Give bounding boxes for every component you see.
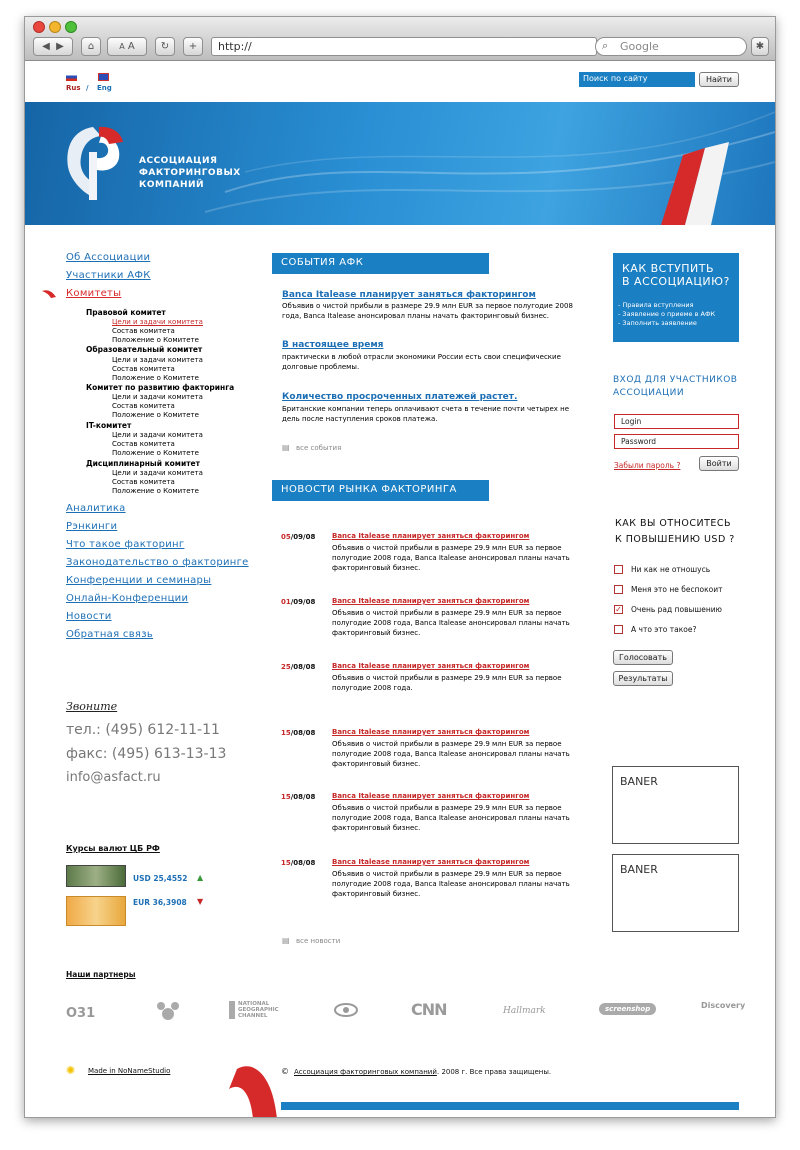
news-month: /09/08 xyxy=(290,598,316,606)
footer-copyright-text: . 2008 г. Все права защищены. xyxy=(437,1068,552,1076)
afk-logo-icon xyxy=(63,122,123,202)
contact-email[interactable]: info@asfact.ru xyxy=(66,770,161,785)
browser-window xyxy=(24,16,776,1118)
made-in-link[interactable]: Made in NoNameStudio xyxy=(88,1067,171,1075)
event-title[interactable]: Количество просроченных платежей растет. xyxy=(282,392,518,402)
currency-title: Курсы валют ЦБ РФ xyxy=(66,844,160,853)
copyright-icon: © xyxy=(281,1067,289,1076)
nav-rankings[interactable]: Рэнкинги xyxy=(66,521,118,532)
eur-banknote-icon xyxy=(66,896,126,926)
poll-option-checkbox[interactable] xyxy=(614,565,623,574)
news-day: 01 xyxy=(281,598,291,606)
footer-blue-bar xyxy=(281,1102,739,1110)
banner-waves-decoration xyxy=(25,102,775,225)
news-title[interactable]: Banca Italease планирует заняться факторингом xyxy=(332,597,530,605)
nav-about[interactable]: Об Ассоциации xyxy=(66,252,151,263)
poll-question xyxy=(615,516,735,548)
org-name-line2: ФАКТОРИНГОВЫХ xyxy=(139,168,241,178)
partner-logo-screenshop[interactable]: screenshop xyxy=(599,1003,656,1015)
committee-discipline-goals[interactable]: Цели и задачи комитета xyxy=(112,469,203,477)
partners-title: Наши партнеры xyxy=(66,970,136,979)
join-title-line1: КАК ВСТУПИТЬ xyxy=(622,262,715,275)
flag-uk-icon[interactable] xyxy=(98,73,109,81)
poll-option-label: А что это такое? xyxy=(631,625,697,634)
news-month: /08/08 xyxy=(290,729,316,737)
flag-ru-icon[interactable] xyxy=(66,73,77,81)
bug-icon: ✱ xyxy=(755,41,765,52)
committee-education[interactable]: Образовательный комитет xyxy=(86,345,203,354)
news-month: /08/08 xyxy=(290,859,316,867)
committee-discipline-regulation[interactable]: Положение о Комитете xyxy=(112,487,199,495)
usd-rate: USD 25,4552 xyxy=(133,874,188,883)
forward-icon[interactable]: ▶ xyxy=(56,41,64,52)
home-button[interactable] xyxy=(81,37,101,56)
nav-feedback[interactable]: Обратная связь xyxy=(66,629,154,640)
list-icon: ▤ xyxy=(282,936,290,945)
news-day: 15 xyxy=(281,793,291,801)
poll-option-label: Меня это не беспокоит xyxy=(631,585,723,594)
nav-analytics[interactable]: Аналитика xyxy=(66,503,126,514)
nav-committees[interactable]: Комитеты xyxy=(66,288,122,299)
address-bar[interactable]: http:// xyxy=(211,37,597,56)
login-title-line2: АССОЦИАЦИИ xyxy=(613,388,685,398)
list-icon: ▤ xyxy=(282,443,290,452)
news-month: /08/08 xyxy=(290,793,316,801)
reload-icon: ↻ xyxy=(160,41,170,52)
join-application-link[interactable]: - Заявление о приеме в АФК xyxy=(618,310,716,318)
news-date xyxy=(281,663,315,671)
close-window-button[interactable] xyxy=(33,21,45,33)
login-title-line1: ВХОД ДЛЯ УЧАСТНИКОВ xyxy=(613,375,738,385)
back-forward-button[interactable] xyxy=(33,37,73,56)
vote-button[interactable]: Голосовать xyxy=(613,650,673,665)
news-day: 25 xyxy=(281,663,291,671)
poll-option-checkbox-checked[interactable]: ✓ xyxy=(615,605,622,614)
news-day: 15 xyxy=(281,729,291,737)
news-text: Объявив о чистой прибыли в размере 29.9 млн EUR за первое полугодие 2008 года. xyxy=(332,674,562,692)
event-title[interactable]: В настоящее время xyxy=(282,340,384,350)
home-icon: ⌂ xyxy=(87,41,95,52)
partner-logo-eye-icon[interactable] xyxy=(334,1002,358,1018)
join-title-line2: В АССОЦИАЦИЮ? xyxy=(622,275,730,288)
news-heading: НОВОСТИ РЫНКА ФАКТОРИНГА xyxy=(272,480,489,501)
join-box xyxy=(613,253,739,342)
lightbulb-icon: ✺ xyxy=(66,1064,76,1077)
poll-option-checkbox[interactable] xyxy=(614,625,623,634)
committee-discipline[interactable]: Дисциплинарный комитет xyxy=(86,459,200,468)
login-input[interactable]: Login xyxy=(614,414,739,429)
news-title[interactable]: Banca Italease планирует заняться факторингом xyxy=(332,532,530,540)
committee-it-goals[interactable]: Цели и задачи комитета xyxy=(112,431,203,439)
trend-down-icon: ▼ xyxy=(197,897,204,906)
join-links xyxy=(618,301,715,328)
news-title[interactable]: Banca Italease планирует заняться факторингом xyxy=(332,728,530,736)
poll-option-label: Очень рад повышению xyxy=(631,605,722,614)
nav-what-is-factoring[interactable]: Что такое факторинг xyxy=(66,539,185,550)
browser-search-field[interactable] xyxy=(595,37,747,56)
minimize-window-button[interactable] xyxy=(49,21,61,33)
committee-it[interactable]: IT-комитет xyxy=(86,421,132,430)
committee-it-regulation[interactable]: Положение о Комитете xyxy=(112,449,199,457)
partner-logo-o31[interactable]: O31 xyxy=(66,1006,96,1021)
banner-placeholder[interactable]: BANER xyxy=(612,766,739,844)
committee-legal[interactable]: Правовой комитет xyxy=(86,308,166,317)
join-fill-form-link[interactable]: - Заполнить заявление xyxy=(618,319,697,327)
events-heading: СОБЫТИЯ АФК xyxy=(272,253,489,274)
news-date xyxy=(281,859,315,867)
search-icon: ⌕ xyxy=(602,39,609,52)
text-larger-label[interactable]: A xyxy=(127,41,135,52)
event-text: Британские компании теперь оплачивают счета в течение почти четырех не дель после наступления сроков платежа. xyxy=(282,405,570,423)
committee-it-members[interactable]: Состав комитета xyxy=(112,440,175,448)
news-date xyxy=(281,793,315,801)
event-text: Объявив о чистой прибыли в размере 29.9 млн EUR за первое полугодие 2008 года, Banca Italease анонсировал планы начать факторинговый бизнес. xyxy=(282,302,573,320)
partner-logo-natgeo[interactable]: NATIONAL GEOGRAPHIC CHANNEL xyxy=(229,1001,277,1019)
browser-search-placeholder: Google xyxy=(620,40,659,53)
partner-logo-discovery[interactable]: Discovery xyxy=(701,1001,746,1010)
lang-separator: / xyxy=(86,84,89,92)
lang-ru-link[interactable]: Rus xyxy=(66,84,81,92)
banner-placeholder[interactable]: BANER xyxy=(612,854,739,932)
news-title[interactable]: Banca Italease планирует заняться факторингом xyxy=(332,662,530,670)
org-name-line3: КОМПАНИЙ xyxy=(139,180,205,190)
news-month: /08/08 xyxy=(290,663,316,671)
password-input[interactable]: Password xyxy=(614,434,739,449)
text-smaller-label[interactable]: A xyxy=(119,42,125,51)
eur-rate: EUR 36,3908 xyxy=(133,898,187,907)
partner-logo-mickey-icon[interactable] xyxy=(155,1001,181,1021)
bug-report-button[interactable] xyxy=(751,37,769,56)
browser-toolbar xyxy=(25,17,775,61)
nav-conferences[interactable]: Конференции и семинары xyxy=(66,575,212,586)
site-search-button[interactable]: Найти xyxy=(699,72,739,87)
news-date xyxy=(281,533,315,541)
nav-legislation[interactable]: Законодательство о факторинге xyxy=(66,557,249,568)
add-bookmark-button[interactable] xyxy=(183,37,203,56)
poll-question-line1: КАК ВЫ ОТНОСИТЕСЬ xyxy=(615,518,732,529)
login-title xyxy=(613,374,737,400)
zoom-window-button[interactable] xyxy=(65,21,77,33)
committee-education-regulation[interactable]: Положение о Комитете xyxy=(112,374,199,382)
committee-legal-regulation[interactable]: Положение о Комитете xyxy=(112,336,199,344)
org-name xyxy=(139,155,241,191)
news-text: Объявив о чистой прибыли в размере 29.9 млн EUR за первое полугодие 2008 года, Banca Italease анонсировал планы начать факторинговый бизнес. xyxy=(332,609,570,637)
committee-development-goals[interactable]: Цели и задачи комитета xyxy=(112,393,203,401)
reload-button[interactable] xyxy=(155,37,175,56)
news-text: Объявив о чистой прибыли в размере 29.9 млн EUR за первое полугодие 2008 года, Banca Italease анонсировал планы начать факторинговый бизнес. xyxy=(332,544,570,572)
news-text: Объявив о чистой прибыли в размере 29.9 млн EUR за первое полугодие 2008 года, Banca Italease анонсировал планы начать факторинговый бизнес. xyxy=(332,870,570,898)
event-text: практически в любой отрасли экономики России есть свои специфические долговые проблемы. xyxy=(282,353,561,371)
all-news-link[interactable]: все новости xyxy=(296,937,341,945)
nav-online-conferences[interactable]: Онлайн-Конференции xyxy=(66,593,189,604)
event-title[interactable]: Banca Italease планирует заняться факторингом xyxy=(282,290,536,300)
org-name-line1: АССОЦИАЦИЯ xyxy=(139,156,218,166)
news-date xyxy=(281,598,315,606)
committee-education-goals[interactable]: Цели и задачи комитета xyxy=(112,356,203,364)
news-month: /09/08 xyxy=(290,533,316,541)
contacts-heading: Звоните xyxy=(66,700,118,713)
footer-org-link[interactable]: Ассоциация факторинговых компаний xyxy=(294,1068,437,1076)
join-title xyxy=(622,262,730,288)
poll-question-line2: К ПОВЫШЕНИЮ USD ? xyxy=(615,534,735,545)
web-page xyxy=(25,62,775,1118)
news-title[interactable]: Banca Italease планирует заняться факторингом xyxy=(332,858,530,866)
text-size-button[interactable] xyxy=(107,37,147,56)
nav-members[interactable]: Участники АФК xyxy=(66,270,151,281)
committee-education-members[interactable]: Состав комитета xyxy=(112,365,175,373)
partner-logo-hallmark[interactable]: Hallmark xyxy=(503,1006,546,1016)
lang-en-link[interactable]: Eng xyxy=(97,84,112,92)
active-arrow-icon xyxy=(42,289,56,299)
contact-fax: факс: (495) 613-13-13 xyxy=(66,746,227,762)
committee-development[interactable]: Комитет по развитию факторинга xyxy=(86,383,235,392)
join-rules-link[interactable]: - Правила вступления xyxy=(618,301,694,309)
committee-legal-members[interactable]: Состав комитета xyxy=(112,327,175,335)
news-day: 05 xyxy=(281,533,291,541)
all-events-link[interactable]: все события xyxy=(296,444,342,452)
news-text: Объявив о чистой прибыли в размере 29.9 млн EUR за первое полугодие 2008 года, Banca Italease анонсировал планы начать факторинговый бизнес. xyxy=(332,804,570,832)
forgot-password-link[interactable]: Забыли пароль ? xyxy=(614,461,681,470)
header-banner xyxy=(25,102,775,225)
committee-discipline-members[interactable]: Состав комитета xyxy=(112,478,175,486)
site-search-input[interactable]: Поиск по сайту xyxy=(579,72,695,87)
committee-legal-goals[interactable]: Цели и задачи комитета xyxy=(112,318,203,326)
trend-up-icon: ▲ xyxy=(197,873,204,882)
poll-option-checkbox[interactable] xyxy=(614,585,623,594)
add-icon: + xyxy=(188,41,198,52)
news-day: 15 xyxy=(281,859,291,867)
committee-development-members[interactable]: Состав комитета xyxy=(112,402,175,410)
committee-development-regulation[interactable]: Положение о Комитете xyxy=(112,411,199,419)
contact-phone: тел.: (495) 612-11-11 xyxy=(66,722,220,738)
login-button[interactable]: Войти xyxy=(699,456,739,471)
nav-news[interactable]: Новости xyxy=(66,611,112,622)
news-title[interactable]: Banca Italease планирует заняться факторингом xyxy=(332,792,530,800)
poll-option-label: Ни как не отношусь xyxy=(631,565,711,574)
news-date xyxy=(281,729,315,737)
news-text: Объявив о чистой прибыли в размере 29.9 млн EUR за первое полугодие 2008 года, Banca Italease анонсировал планы начать факторинговый бизнес. xyxy=(332,740,570,768)
usd-banknote-icon xyxy=(66,865,126,887)
back-icon[interactable]: ◀ xyxy=(42,41,50,52)
results-button[interactable]: Результаты xyxy=(613,671,673,686)
partner-logo-cnn[interactable]: CNN xyxy=(411,1000,447,1019)
